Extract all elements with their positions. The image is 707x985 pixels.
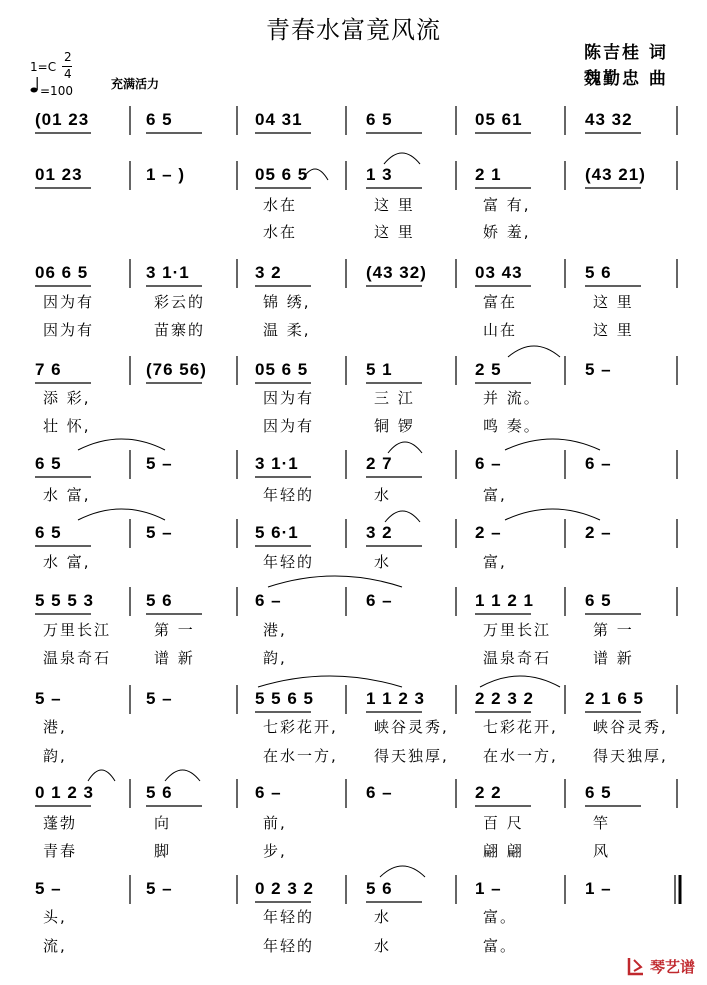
measure-notes: (76 56)	[146, 360, 207, 379]
measure-notes: 05 61	[475, 110, 523, 129]
measure-notes: 5 –	[35, 689, 62, 708]
lyric-text: 并 流。	[483, 389, 541, 407]
lyric-text: 三 江	[374, 389, 415, 407]
measure-notes: 5 –	[146, 879, 173, 898]
measure-notes: 6 5	[585, 783, 612, 802]
lyric-text: 流,	[43, 937, 67, 955]
measure-notes: 3 1·1	[255, 454, 299, 473]
watermark-text: 琴艺谱	[650, 958, 696, 976]
composer-credit: 魏勤忠 曲	[584, 69, 668, 89]
measure-notes: 6 5	[366, 110, 393, 129]
lyric-text: 谱 新	[154, 649, 195, 667]
lyric-text: 年轻的	[263, 937, 315, 955]
lyric-text: 韵,	[43, 747, 67, 765]
measure-notes: 6 –	[475, 454, 502, 473]
lyric-text: 峡谷灵秀,	[593, 718, 668, 736]
lyric-text: 青春	[43, 842, 78, 860]
lyric-text: 风	[593, 842, 611, 860]
tempo-marking: =100	[40, 84, 73, 98]
measure-notes: 03 43	[475, 263, 523, 282]
slur	[88, 770, 115, 781]
lyric-text: 第 一	[154, 621, 195, 639]
slur	[165, 770, 200, 781]
measure-notes: 2 –	[585, 523, 612, 542]
lyric-text: 温 柔,	[263, 321, 311, 339]
measure-notes: 5 6	[146, 783, 173, 802]
measure-notes: 5 –	[35, 879, 62, 898]
lyric-text: 在水一方,	[263, 747, 338, 765]
lyric-text: 富,	[483, 553, 507, 571]
lyric-text: 步,	[263, 842, 287, 860]
slur	[380, 866, 425, 877]
slur	[505, 509, 600, 520]
lyric-text: 苗寨的	[154, 321, 206, 339]
lyric-text: 因为有	[263, 417, 315, 435]
measure-notes: 6 –	[366, 783, 393, 802]
lyric-text: 水 富,	[43, 553, 91, 571]
measure-notes: 2 1 6 5	[585, 689, 644, 708]
measure-notes: 6 5	[35, 523, 62, 542]
music-logo-icon	[625, 955, 647, 977]
measure-notes: 5 –	[146, 689, 173, 708]
measure-notes: 5 –	[585, 360, 612, 379]
lyric-text: 因为有	[43, 321, 95, 339]
measure-notes: 5 –	[146, 454, 173, 473]
lyric-text: 壮 怀,	[43, 417, 91, 435]
lyric-text: 水	[374, 486, 392, 504]
lyric-text: 得天独厚,	[374, 747, 449, 765]
measure-notes: 2 –	[475, 523, 502, 542]
slur	[268, 576, 402, 587]
measure-notes: 1 3	[366, 165, 393, 184]
lyric-text: 韵,	[263, 649, 287, 667]
measure-notes: 2 2	[475, 783, 502, 802]
measure-notes: 6 5	[35, 454, 62, 473]
lyric-text: 鸣 奏。	[483, 417, 541, 435]
lyric-text: 富。	[483, 937, 518, 955]
measure-notes: 6 –	[255, 591, 282, 610]
measure-notes: 06 6 5	[35, 263, 89, 282]
lyric-text: 年轻的	[263, 553, 315, 571]
measure-notes: (01 23	[35, 110, 90, 129]
lyric-text: 年轻的	[263, 908, 315, 926]
lyric-text: 山在	[483, 321, 518, 339]
measure-notes: 05 6 5	[255, 360, 309, 379]
measure-notes: 5 6·1	[255, 523, 299, 542]
measure-notes: 1 1 2 3	[366, 689, 425, 708]
slur	[258, 676, 402, 687]
lyric-text: 因为有	[263, 389, 315, 407]
time-signature-bottom: 4	[64, 67, 72, 81]
lyric-text: 水在	[263, 223, 298, 241]
measure-notes: 1 – )	[146, 165, 186, 184]
measure-notes: 6 –	[585, 454, 612, 473]
key-signature: 1=C	[30, 60, 57, 74]
lyric-text: 七彩花开,	[483, 718, 558, 736]
measure-notes: 6 –	[255, 783, 282, 802]
measure-notes: 1 1 2 1	[475, 591, 534, 610]
lyric-text: 前,	[263, 814, 287, 832]
slur	[508, 346, 560, 357]
lyric-text: 这 里	[593, 293, 634, 311]
slur	[302, 169, 328, 180]
measure-notes: 5 6	[366, 879, 393, 898]
measure-notes: 0 2 3 2	[255, 879, 314, 898]
lyric-text: 添 彩,	[43, 389, 91, 407]
lyric-text: 富 有,	[483, 196, 531, 214]
lyric-text: 脚	[154, 842, 172, 860]
slur	[78, 439, 165, 450]
measure-notes: 6 5	[585, 591, 612, 610]
lyric-text: 富,	[483, 486, 507, 504]
measure-notes: 1 –	[585, 879, 612, 898]
slur	[480, 676, 560, 687]
lyric-text: 铜 锣	[374, 417, 415, 435]
measure-notes: (43 32)	[366, 263, 427, 282]
lyric-text: 娇 羞,	[483, 223, 531, 241]
measure-notes: 5 6	[146, 591, 173, 610]
measure-notes: 2 7	[366, 454, 393, 473]
watermark-logo	[625, 955, 647, 981]
lyric-text: 万里长江	[483, 621, 552, 639]
lyric-text: 水	[374, 937, 392, 955]
measure-notes: 1 –	[475, 879, 502, 898]
time-signature-top: 2	[64, 50, 72, 64]
lyric-text: 锦 绣,	[263, 293, 311, 311]
lyric-text: 这 里	[593, 321, 634, 339]
lyric-text: 万里长江	[43, 621, 112, 639]
measure-notes: 05 6 5	[255, 165, 309, 184]
measure-notes: 2 1	[475, 165, 502, 184]
slur	[388, 442, 422, 453]
lyric-text: 头,	[43, 908, 67, 926]
measure-notes: 43 32	[585, 110, 633, 129]
lyric-text: 彩云的	[154, 293, 206, 311]
lyric-text: 富在	[483, 293, 518, 311]
measure-notes: 3 2	[255, 263, 282, 282]
measure-notes: 3 2	[366, 523, 393, 542]
lyric-text: 谱 新	[593, 649, 634, 667]
slur	[78, 509, 165, 520]
lyric-text: 年轻的	[263, 486, 315, 504]
lyric-text: 峡谷灵秀,	[374, 718, 449, 736]
measure-notes: 5 –	[146, 523, 173, 542]
slur	[385, 511, 420, 522]
lyric-text: 水 富,	[43, 486, 91, 504]
measure-notes: 0 1 2 3	[35, 783, 94, 802]
lyric-text: 港,	[263, 621, 287, 639]
measure-notes: 2 5	[475, 360, 502, 379]
lyric-text: 在水一方,	[483, 747, 558, 765]
lyric-text: 得天独厚,	[593, 747, 668, 765]
lyric-text: 水	[374, 908, 392, 926]
lyric-text: 向	[154, 814, 172, 832]
measure-notes: 01 23	[35, 165, 83, 184]
lyric-text: 百 尺	[483, 814, 524, 832]
slur	[505, 439, 600, 450]
slur	[384, 153, 420, 164]
lyric-text: 第 一	[593, 621, 634, 639]
lyric-text: 水在	[263, 196, 298, 214]
lyric-text: 港,	[43, 718, 67, 736]
measure-notes: 7 6	[35, 360, 62, 379]
measure-notes: 04 31	[255, 110, 303, 129]
lyric-text: 水	[374, 553, 392, 571]
measure-notes: (43 21)	[585, 165, 646, 184]
lyric-text: 蓬勃	[43, 814, 78, 832]
lyric-text: 这 里	[374, 196, 415, 214]
measure-notes: 5 6	[585, 263, 612, 282]
lyric-text: 翩 翩	[483, 842, 524, 860]
measure-notes: 2 2 3 2	[475, 689, 534, 708]
lyricist-credit: 陈吉桂 词	[584, 43, 668, 63]
measure-notes: 6 5	[146, 110, 173, 129]
measure-notes: 5 1	[366, 360, 393, 379]
measure-notes: 6 –	[366, 591, 393, 610]
lyric-text: 因为有	[43, 293, 95, 311]
measure-notes: 5 5 6 5	[255, 689, 314, 708]
song-title: 青春水富竟风流	[266, 16, 441, 44]
measure-notes: 5 5 5 3	[35, 591, 94, 610]
lyric-text: 七彩花开,	[263, 718, 338, 736]
lyric-text: 竿	[593, 814, 611, 832]
expression-marking: 充满活力	[111, 77, 160, 91]
lyric-text: 温泉奇石	[43, 649, 112, 667]
lyric-text: 富。	[483, 908, 518, 926]
lyric-text: 温泉奇石	[483, 649, 552, 667]
lyric-text: 这 里	[374, 223, 415, 241]
measure-notes: 3 1·1	[146, 263, 190, 282]
